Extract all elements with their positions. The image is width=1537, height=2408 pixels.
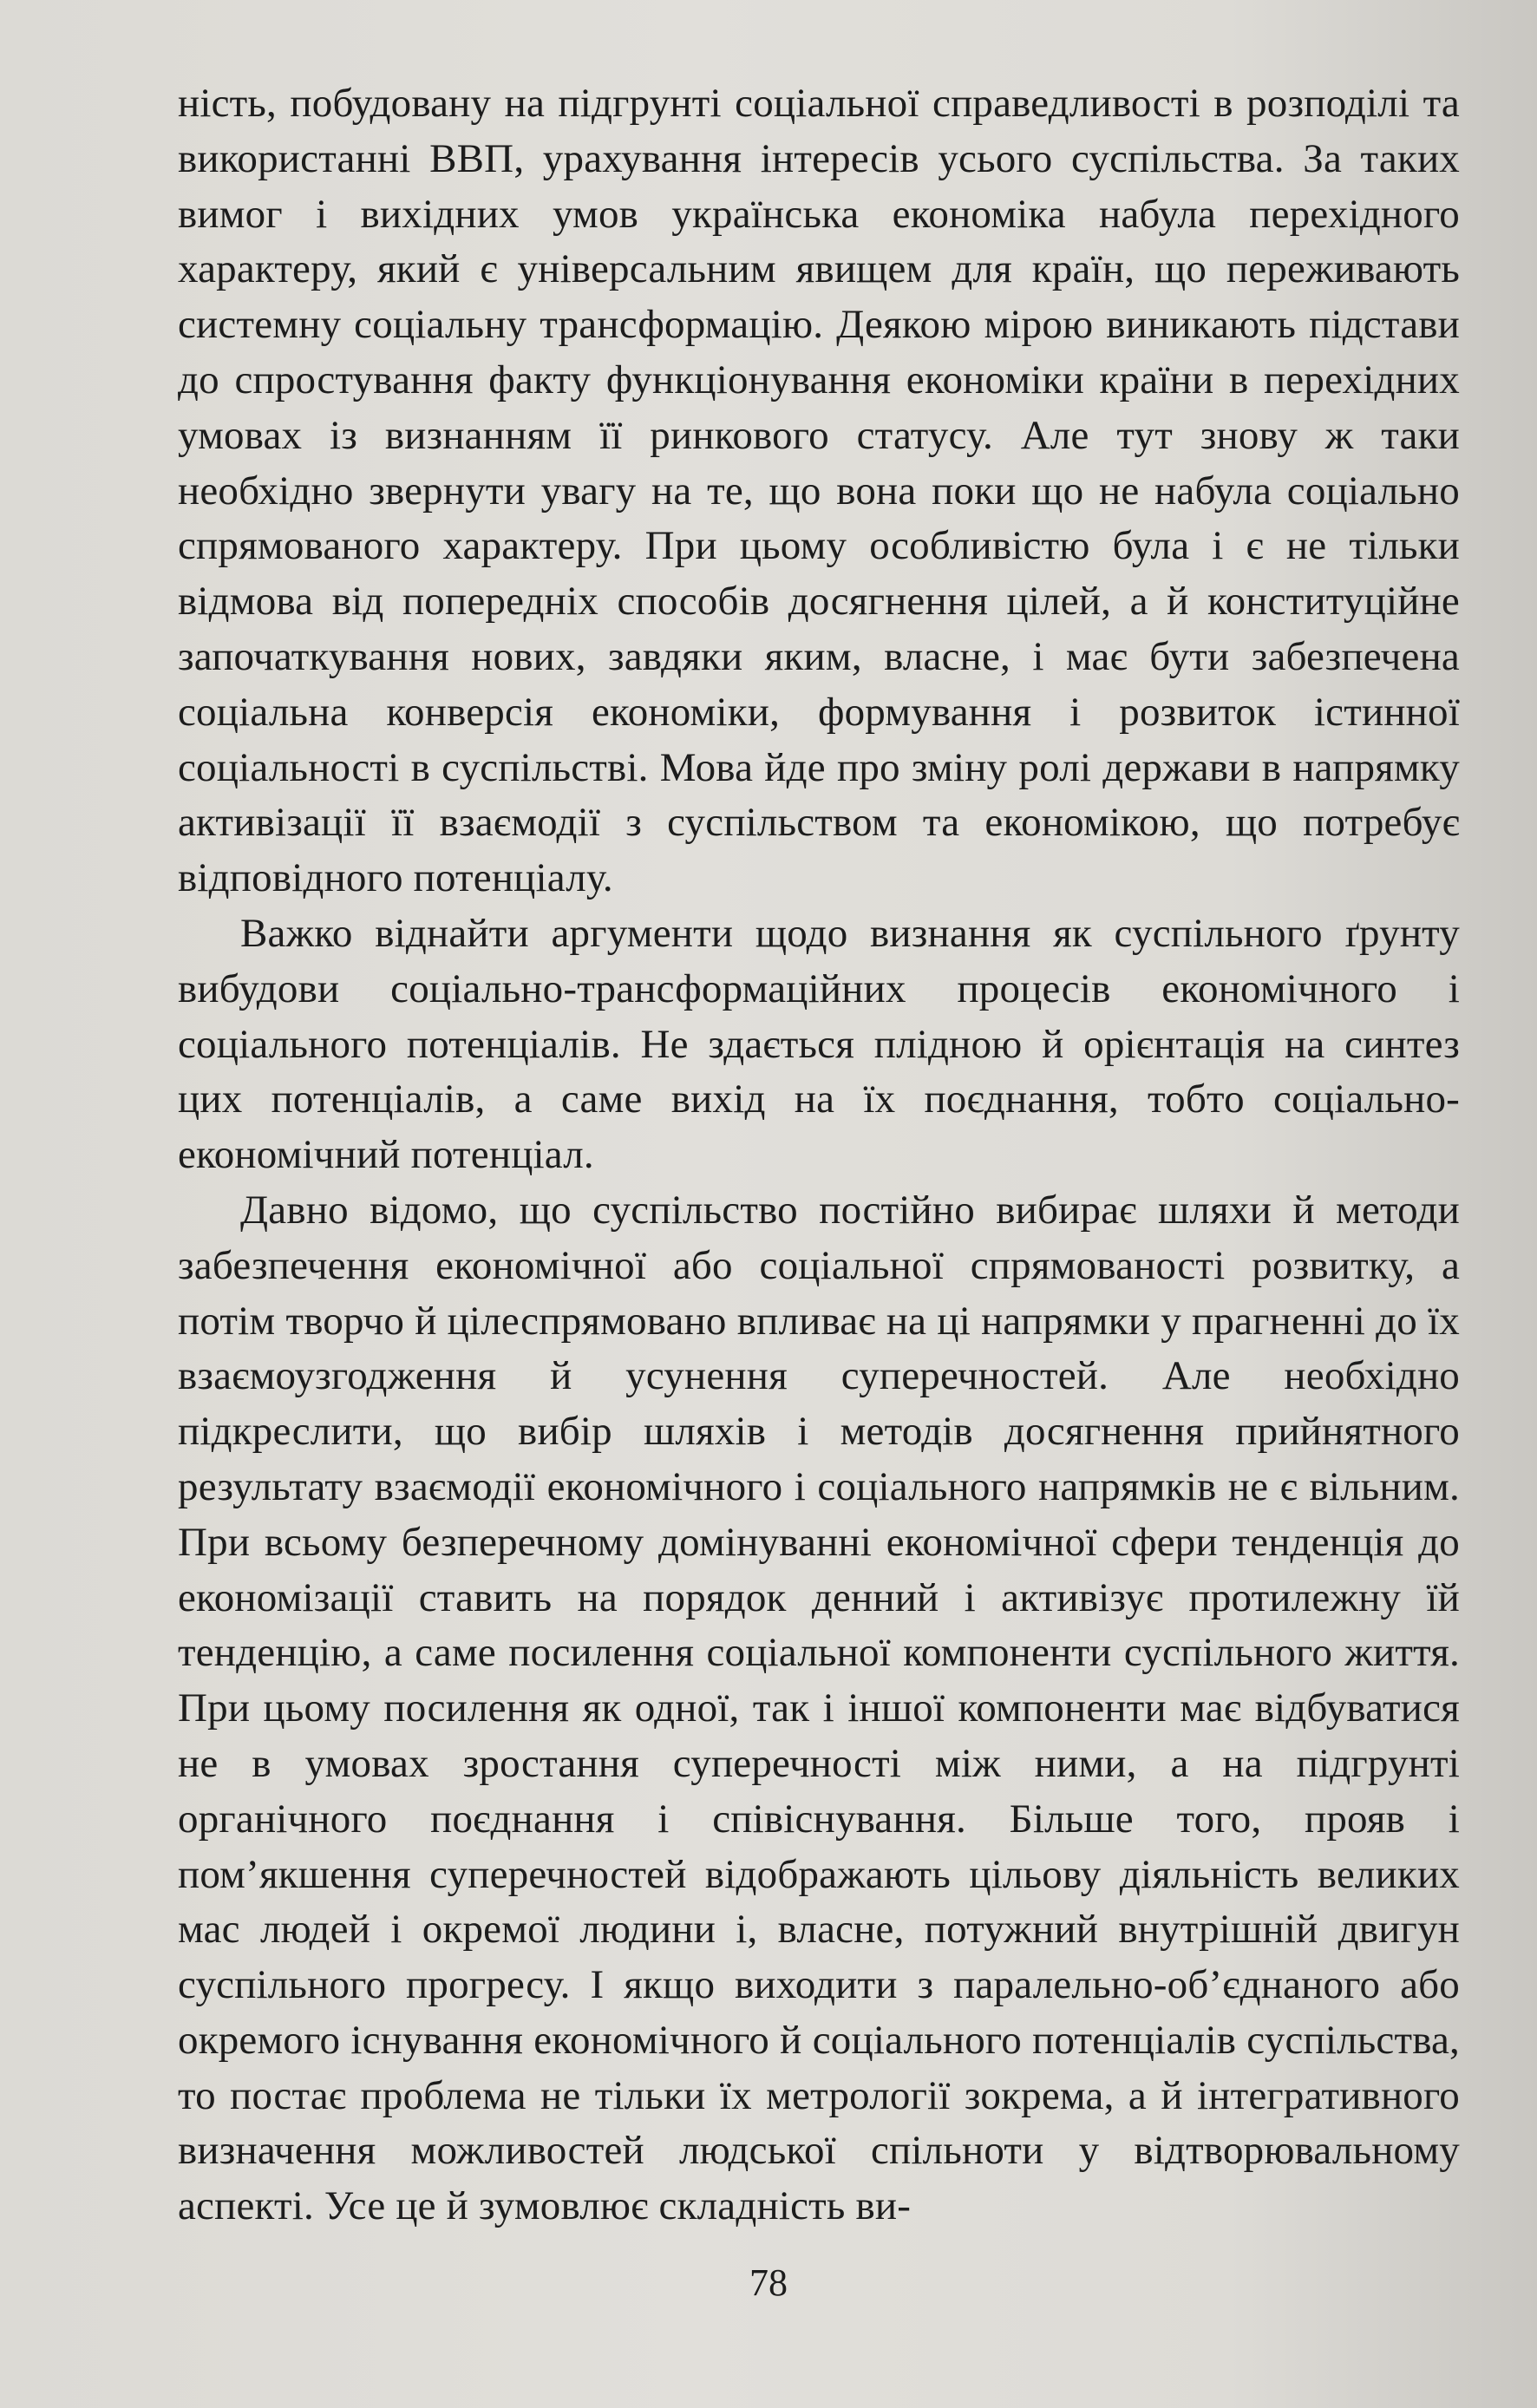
body-text (178, 76, 1460, 2235)
paragraph-1: ність, побудовану на підгрунті соціальної справедливості в розподілі та використанні ВВП, урахування інтересів усього суспільства. За таких вимог і вихідних умов українська економіка набула перехідного характеру, який є універсальним явищем для країн, що переживають системну соціальну трансформацію. Деякою мірою виникають підстави до спростування факту функціонування економіки країни в перехідних умовах із визнанням її ринкового статусу. Але тут знову ж таки необхідно звернути увагу на те, що вона поки що не набула соціально спрямованого характеру. При цьому особливістю була і є не тільки відмова від попередніх способів досягнення цілей, а й конституційне започаткування нових, завдяки яким, власне, і має бути забезпечена соціальна конверсія економіки, формування і розвиток істинної соціальності в суспільстві. Мова йде про зміну ролі держави в напрямку активізації її взаємодії з суспільством та економікою, що потребує відповідного потенціалу. (178, 81, 1460, 901)
paragraph-2: Важко віднайти аргументи щодо визнання як суспільного ґрунту вибудови соціально-трансформаційних процесів економічного і соціального потенціалів. Не здається плідною й орієнтація на синтез цих потенціалів, а саме вихід на їх поєднання, тобто соціально-економічний потенціал. (178, 910, 1460, 1178)
page-number: 78 (749, 2261, 788, 2304)
paragraph-3: Давно відомо, що суспільство постійно вибирає шляхи й методи забезпечення економічної або соціальної спрямованості розвитку, а потім творчо й цілеспрямовано впливає на ці напрямки у прагненні до їх взаємоузгодження й усунення суперечностей. Але необхідно підкреслити, що вибір шляхів і методів досягнення прийнятного результату взаємодії економічного і соціального напрямків не є вільним. При всьому безперечному домінуванні економічної сфери тенденція до економізації ставить на порядок денний і активізує протилежну їй тенденцію, а саме посилення соціальної компоненти суспільного життя. При цьому посилення як одної, так і іншої компоненти має відбуватися не в умовах зростання суперечності між ними, а на підгрунті органічного поєднання і співіснування. Більше того, прояв і пом’якшення суперечностей відображають цільову діяльність великих мас людей і окремої людини і, власне, потужний внутрішній двигун суспільного прогресу. І якщо виходити з паралельно-об’єднаного або окремого існування економічного й соціального потенціалів суспільства, то постає проблема не тільки їх метрології зокрема, а й інтегративного визначення можливостей людської спільноти у відтворювальному аспекті. Усе це й зумовлює складність ви- (178, 1187, 1460, 2229)
